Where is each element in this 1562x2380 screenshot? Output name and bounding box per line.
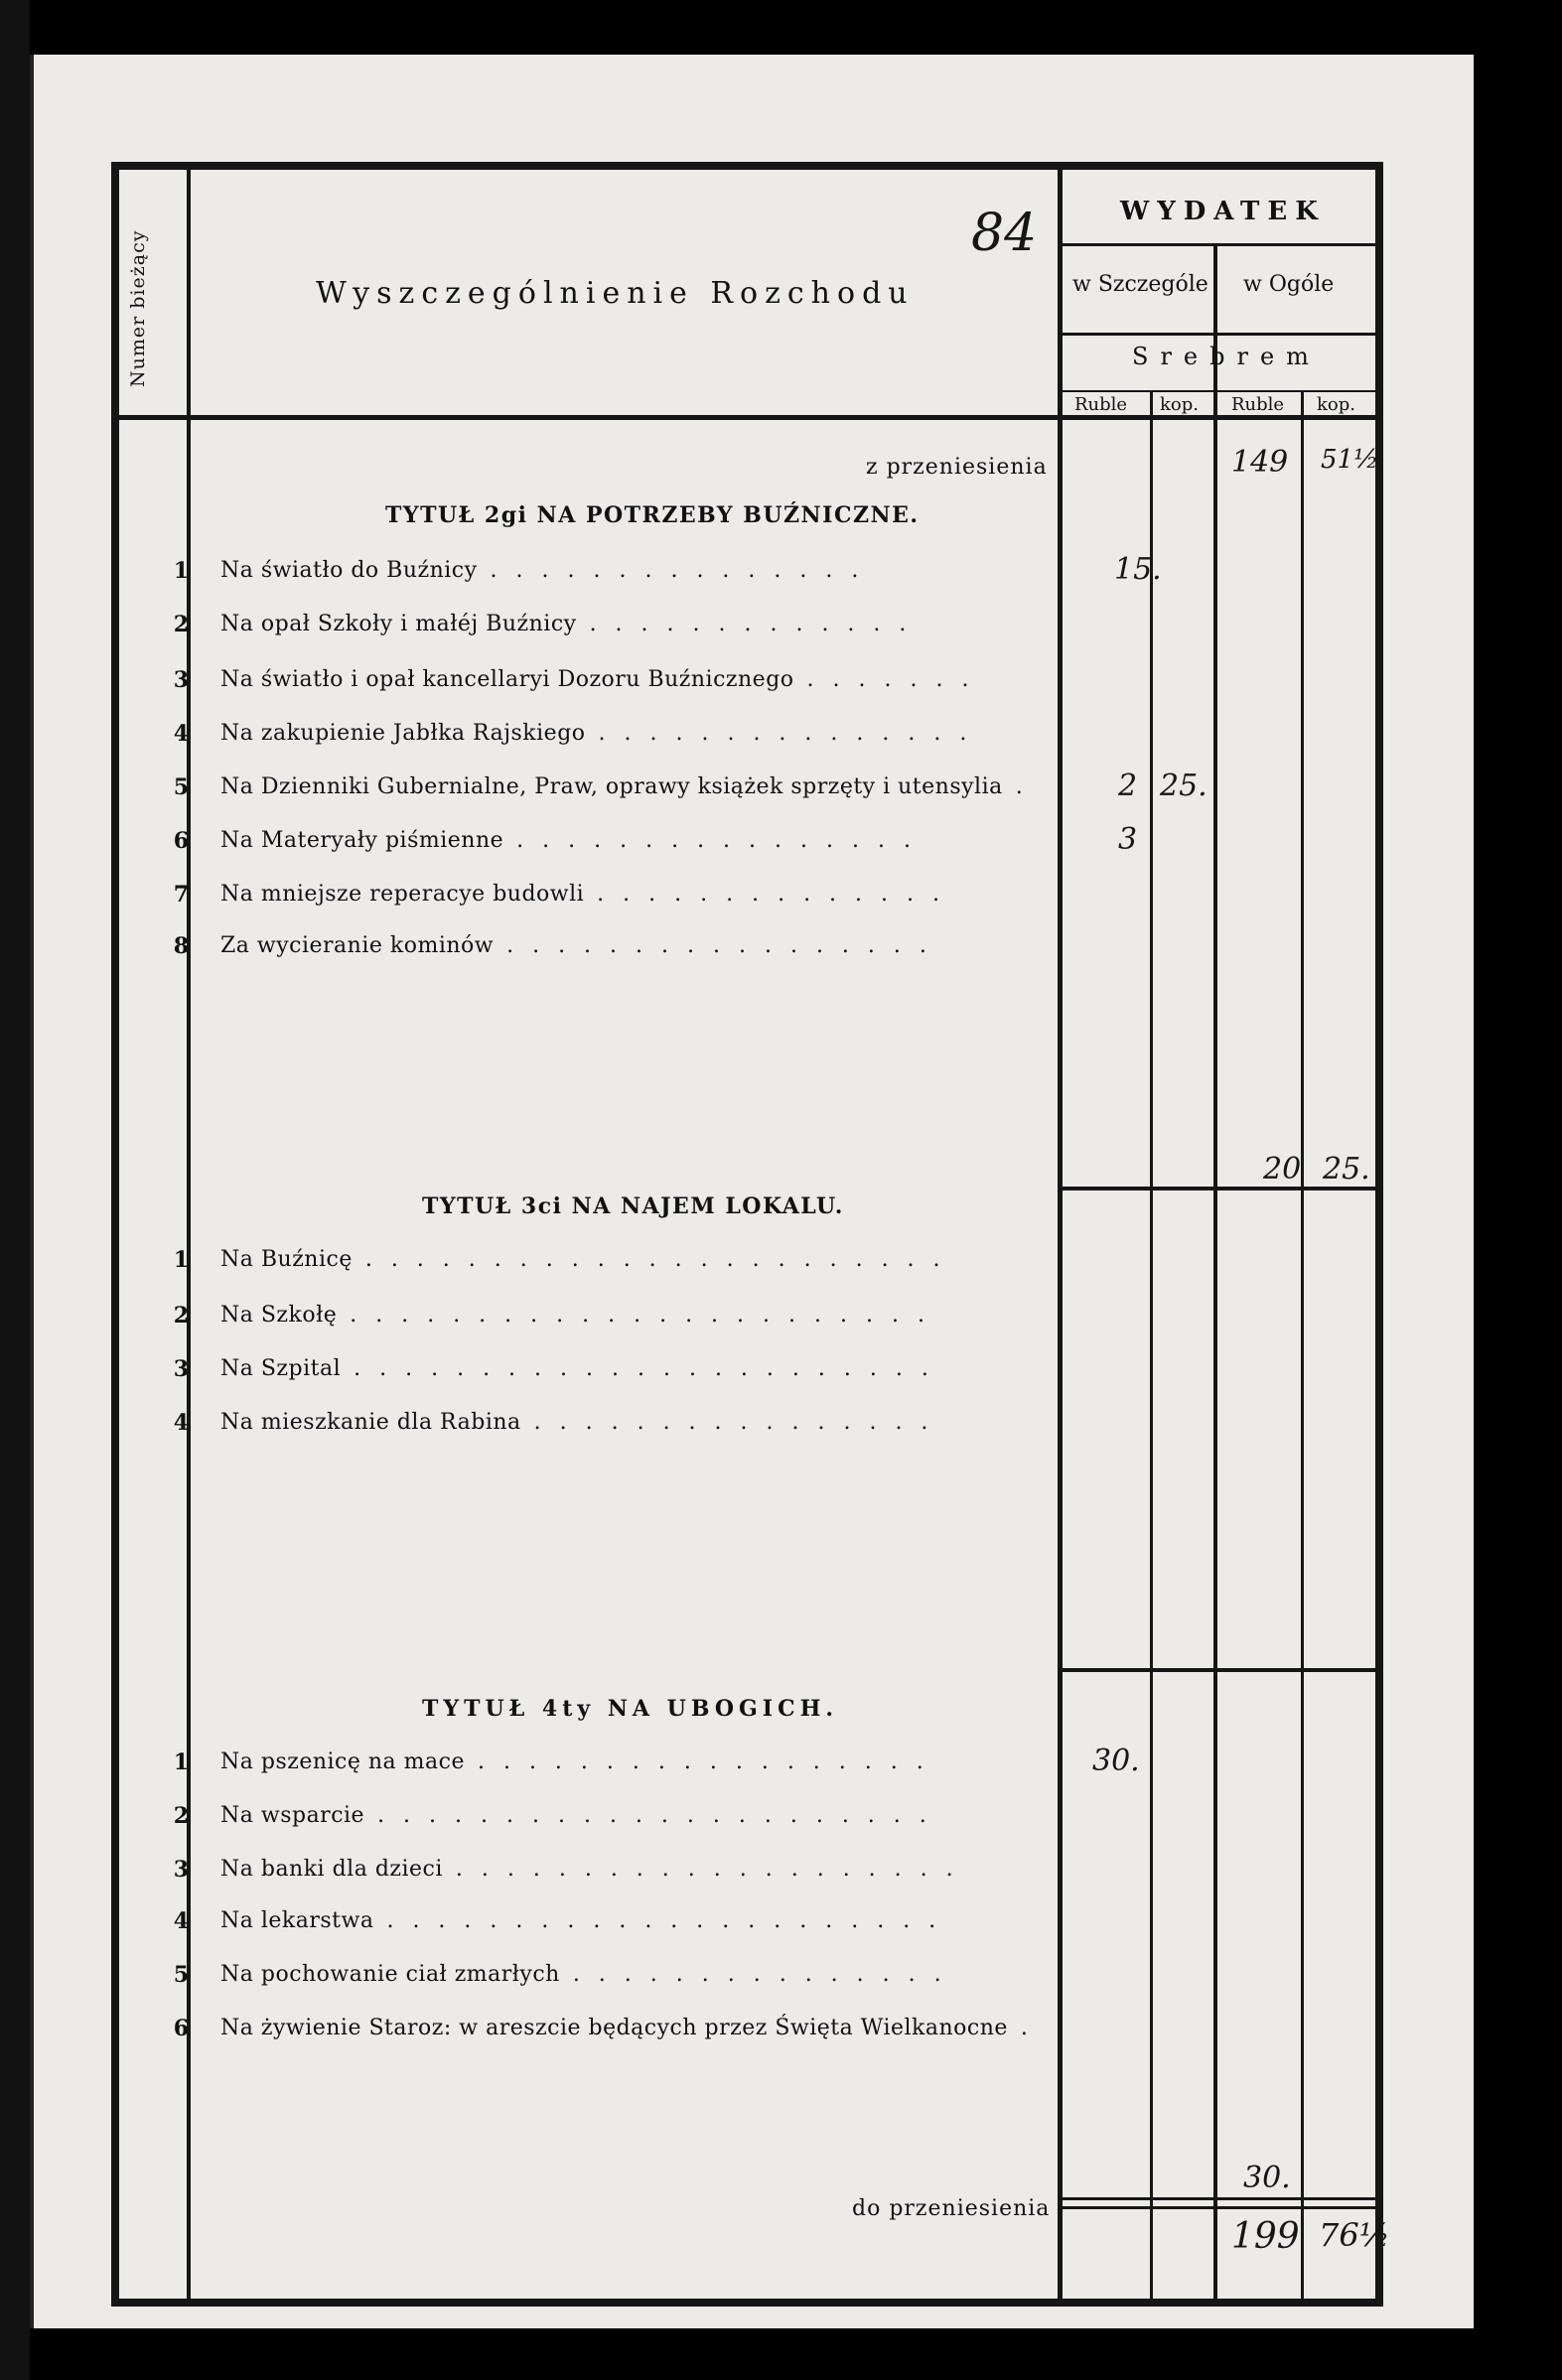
row-amount-ruble: 3 — [1118, 822, 1138, 857]
header-srebrem: Srebrem — [1132, 343, 1321, 370]
col-sep-desc — [1058, 169, 1063, 2304]
row-amount-ruble: 2 — [1118, 769, 1138, 803]
row-description: Na Buźnicę . . . . . . . . . . . . . . . . . . . . . . . — [220, 1247, 946, 1272]
col-sep-ogol-kop — [1301, 392, 1304, 2304]
section-title-4: TYTUŁ 4ty NA UBOGICH. — [422, 1696, 839, 1722]
row-description: Na Materyały piśmienne . . . . . . . . . . . . . . . . — [220, 828, 917, 853]
row-number: 5 — [173, 1962, 189, 1988]
carry-out-ruble: 199 — [1231, 2216, 1300, 2257]
row-description: Na Szkołę . . . . . . . . . . . . . . . . . . . . . . . — [220, 1303, 930, 1328]
header-kop-szczegole: kop. — [1160, 394, 1199, 415]
left-page-edge — [0, 0, 30, 2380]
row-number: 4 — [173, 1908, 189, 1934]
row-description: Na światło do Buźnicy . . . . . . . . . . . . . . . — [220, 558, 865, 583]
row-description: Na lekarstwa . . . . . . . . . . . . . . . . . . . . . . — [220, 1908, 942, 1933]
row-number: 1 — [173, 1750, 189, 1775]
header-rule-srebrem — [1061, 390, 1378, 392]
row-description: Na wsparcie . . . . . . . . . . . . . . . . . . . . . . — [220, 1803, 932, 1828]
row-number: 2 — [173, 612, 189, 637]
page-number: 84 — [971, 204, 1038, 263]
header-rule-sub — [1061, 333, 1378, 336]
carry-out-kop: 76½ — [1319, 2216, 1390, 2254]
header-ruble-ogole: Ruble — [1231, 394, 1285, 415]
carry-in-kop: 51½ — [1321, 445, 1379, 475]
row-number: 6 — [173, 2016, 189, 2041]
row-number: 4 — [173, 721, 189, 747]
row-description: Na Szpital . . . . . . . . . . . . . . . . . . . . . . . — [220, 1356, 934, 1381]
header-wydatek: WYDATEK — [1120, 197, 1326, 226]
col-sep-szcz-kop — [1150, 392, 1153, 2304]
header-rule — [111, 415, 1383, 420]
row-description: Na żywienie Staroz: w areszcie będących przez Święta Wielkanocne . — [220, 2016, 1034, 2040]
section2-total-kop: 25. — [1323, 1152, 1370, 1187]
row-number: 5 — [173, 774, 189, 800]
row-number: 1 — [173, 558, 189, 584]
section2-total-ruble: 20 — [1263, 1152, 1302, 1187]
frame-right — [1375, 162, 1383, 2307]
section3-total-rule — [1061, 1668, 1378, 1672]
section4-total-rule — [1061, 2197, 1378, 2200]
column-header-description: Wyszczególnienie Rozchodu — [316, 276, 915, 311]
carry-in-ruble: 149 — [1231, 445, 1289, 480]
frame-left — [111, 162, 119, 2307]
row-description: Na banki dla dzieci . . . . . . . . . . . . . . . . . . . . — [220, 1857, 959, 1882]
row-description: Na mieszkanie dla Rabina . . . . . . . . . . . . . . . . — [220, 1410, 934, 1435]
row-description: Na zakupienie Jabłka Rajskiego . . . . . . . . . . . . . . . — [220, 721, 973, 746]
column-header-number: Numer bieżący — [127, 229, 149, 387]
row-number: 7 — [173, 882, 189, 908]
row-number: 6 — [173, 828, 189, 854]
row-amount-ruble: 30. — [1092, 1744, 1140, 1778]
row-description: Na pochowanie ciał zmarłych . . . . . . . . . . . . . . . — [220, 1962, 947, 1987]
row-number: 2 — [173, 1303, 189, 1329]
header-w-szczegole: w Szczególe — [1072, 272, 1208, 297]
col-sep-szcz-ogol — [1213, 243, 1217, 2304]
row-amount-kop: 25. — [1160, 769, 1207, 803]
row-number: 1 — [173, 1247, 189, 1273]
header-kop-ogole: kop. — [1317, 394, 1355, 415]
section-title-2: TYTUŁ 2gi NA POTRZEBY BUŹNICZNE. — [385, 502, 920, 528]
carry-out-label: do przeniesienia — [852, 2196, 1051, 2221]
row-number: 3 — [173, 667, 189, 693]
row-amount-ruble: 15. — [1114, 552, 1162, 587]
section4-total-ruble: 30. — [1243, 2161, 1291, 2195]
header-rule-wydatek — [1061, 243, 1378, 246]
row-description: Na opał Szkoły i małéj Buźnicy . . . . . . . . . . . . . — [220, 612, 913, 636]
frame-top — [111, 162, 1383, 170]
carry-in-label: z przeniesienia — [866, 455, 1048, 480]
row-description: Na mniejsze reperacye budowli . . . . . . . . . . . . . . — [220, 882, 945, 907]
row-number: 8 — [173, 933, 189, 959]
header-w-ogole: w Ogóle — [1243, 272, 1335, 297]
row-description: Na Dzienniki Gubernialne, Praw, oprawy książek sprzęty i utensylia . — [220, 774, 1029, 799]
frame-bottom — [111, 2299, 1383, 2307]
carry-out-rule — [1061, 2206, 1378, 2209]
row-number: 3 — [173, 1857, 189, 1883]
section2-total-rule — [1061, 1187, 1378, 1190]
row-number: 4 — [173, 1410, 189, 1436]
row-number: 3 — [173, 1356, 189, 1382]
row-description: Na światło i opał kancellaryi Dozoru Buźnicznego . . . . . . . — [220, 667, 975, 692]
row-description: Za wycieranie kominów . . . . . . . . . . . . . . . . . — [220, 933, 932, 958]
header-ruble-szczegole: Ruble — [1074, 394, 1128, 415]
section-title-3: TYTUŁ 3ci NA NAJEM LOKALU. — [422, 1193, 844, 1219]
row-description: Na pszenicę na mace . . . . . . . . . . . . . . . . . . — [220, 1750, 929, 1774]
row-number: 2 — [173, 1803, 189, 1829]
